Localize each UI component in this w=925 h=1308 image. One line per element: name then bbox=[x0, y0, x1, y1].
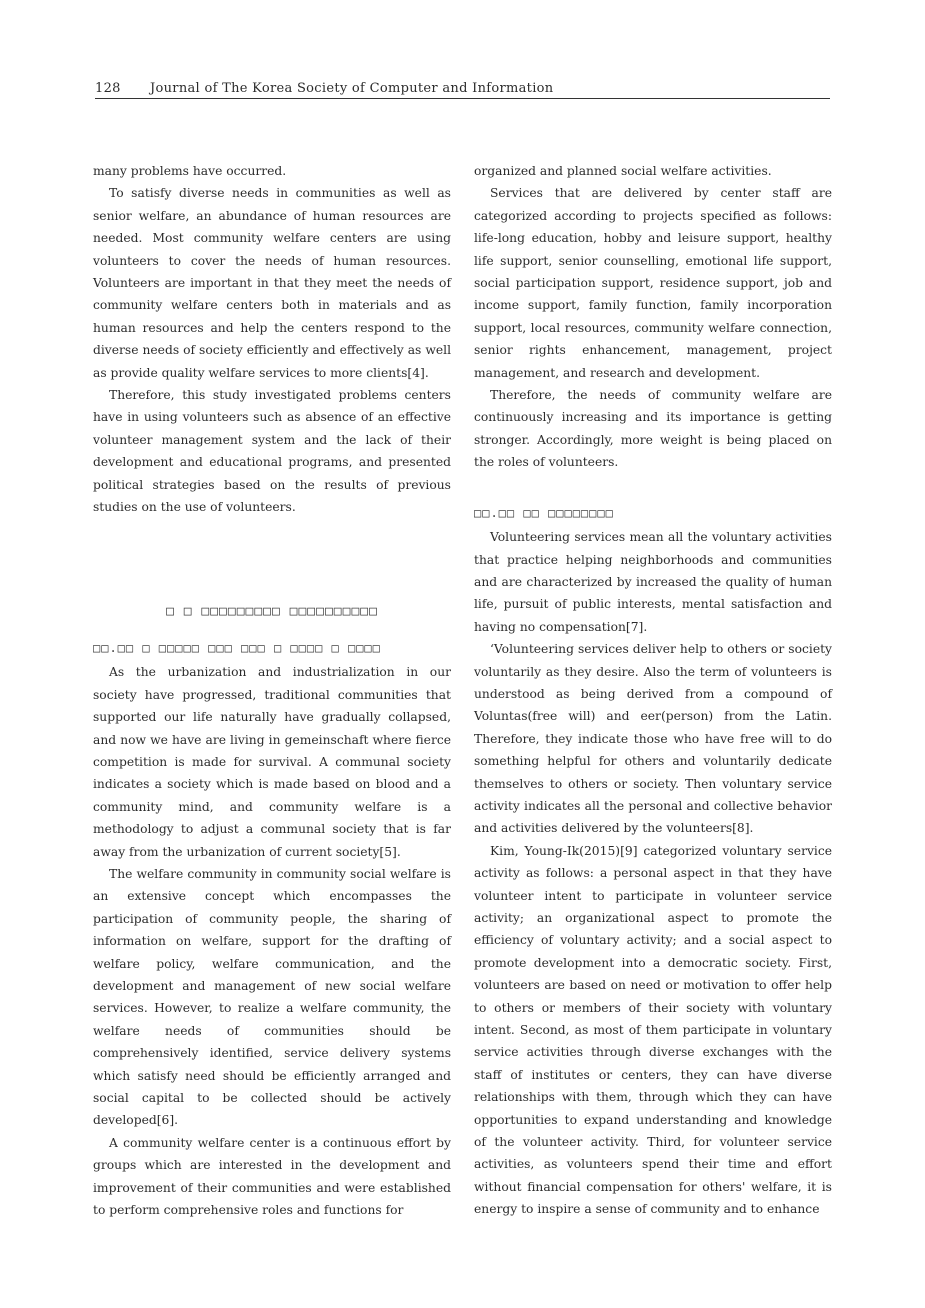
paragraph: As the urbanization and industrialization in our society have progressed, traditional communities that supported our life naturally have gradually collapsed, and now we have are living in gemeinschaft where fierce competition is made for survival. A communal society indicates a society which is made based on blood and a community mind, and community welfare is a methodology to adjust a communal society that is far away from the urbanization of current society[5]. bbox=[93, 665, 451, 859]
paragraph: Kim, Young-Ik(2015)[9] categorized voluntary service activity as follows: a personal aspect in that they have volunteer intent to participate in volunteer service activity; an organizational aspect to promote the efficiency of voluntary activity; and a social aspect to promote development into a democratic society. First, volunteers are based on need or motivation to offer help to others or members of their society with voluntary intent. Second, as most of them participate in voluntary service activities through diverse exchanges with the staff of institutes or centers, they can have diverse relationships with them, through which they can have opportunities to expand understanding and knowledge of the volunteer activity. Third, for volunteer service activities, as volunteers spend their time and effort without financial compensation for others' welfare, it is energy to inspire a sense of community and to enhance bbox=[474, 843, 832, 1217]
paragraph: A community welfare center is a continuous effort by groups which are interested in the development and improvement of their communities and were established to perform comprehensive roles and functions for bbox=[93, 1135, 451, 1218]
running-header bbox=[95, 80, 830, 99]
subsection-heading: □□.□□ □ □□□□□ □□□ □□□ □ □□□□ □ □□□□ bbox=[93, 640, 381, 655]
paragraph: ‘Volunteering services deliver help to others or society voluntarily as they desire. Also the term of volunteers is understood as being derived from a compound of Voluntas(free will) and eer(person) from the Latin. Therefore, they indicate those who have free will to do something helpful for others and voluntarily dedicate themselves to others or society. Then voluntary service activity indicates all the personal and collective behavior and activities delivered by the volunteers[8]. bbox=[474, 642, 832, 836]
paragraph: To satisfy diverse needs in communities as well as senior welfare, an abundance of human resources are needed. Most community welfare centers are using volunteers to cover the needs of human resources. Volunteers are important in that they meet the needs of community welfare centers both in materials and as human resources and help the centers respond to the diverse needs of society efficiently and effectively as well as provide quality welfare services to more clients[4]. bbox=[93, 186, 451, 380]
right-column bbox=[474, 160, 832, 1221]
paragraph: many problems have occurred. bbox=[93, 164, 287, 178]
paragraph: Therefore, the needs of community welfare are continuously increasing and its importance is getting stronger. Accordingly, more weight is being placed on the roles of volunteers. bbox=[474, 388, 832, 470]
paragraph: Volunteering services mean all the voluntary activities that practice helping neighborhoods and communities and are characterized by increased the quality of human life, pursuit of public interests, mental satisfaction and having no compensation[7]. bbox=[474, 530, 832, 634]
subsection-heading: □□.□□ □□ □□□□□□□□ bbox=[474, 505, 614, 520]
paragraph: The welfare community in community social welfare is an extensive concept which encompasses the participation of community people, the sharing of information on welfare, support for the drafting of welfare policy, welfare communication, and the development and management of new social welfare services. However, to realize a welfare community, the welfare needs of communities should be comprehensively identified, service delivery systems which satisfy need should be efficiently arranged and social capital to be collected should be actively developed[6]. bbox=[93, 866, 451, 1128]
section-heading: □ □ □□□□□□□□□ □□□□□□□□□□ bbox=[166, 603, 378, 619]
left-column bbox=[93, 160, 451, 1221]
page-number: 128 bbox=[95, 81, 121, 96]
paragraph: Therefore, this study investigated problems centers have in using volunteers such as absence of an effective volunteer management system and the lack of their development and educational programs, and presented political strategies based on the results of previous studies on the use of volunteers. bbox=[93, 388, 451, 515]
paragraph: organized and planned social welfare activities. bbox=[474, 164, 772, 178]
journal-title: Journal of The Korea Society of Computer and Information bbox=[150, 81, 554, 96]
paragraph: Services that are delivered by center staff are categorized according to projects specified as follows: life-long education, hobby and leisure support, healthy life support, senior counselling, emotional life support, social participation support, residence support, job and income support, family function, family incorporation support, local resources, community welfare connection, senior rights enhancement, management, project management, and research and development. bbox=[474, 186, 832, 380]
